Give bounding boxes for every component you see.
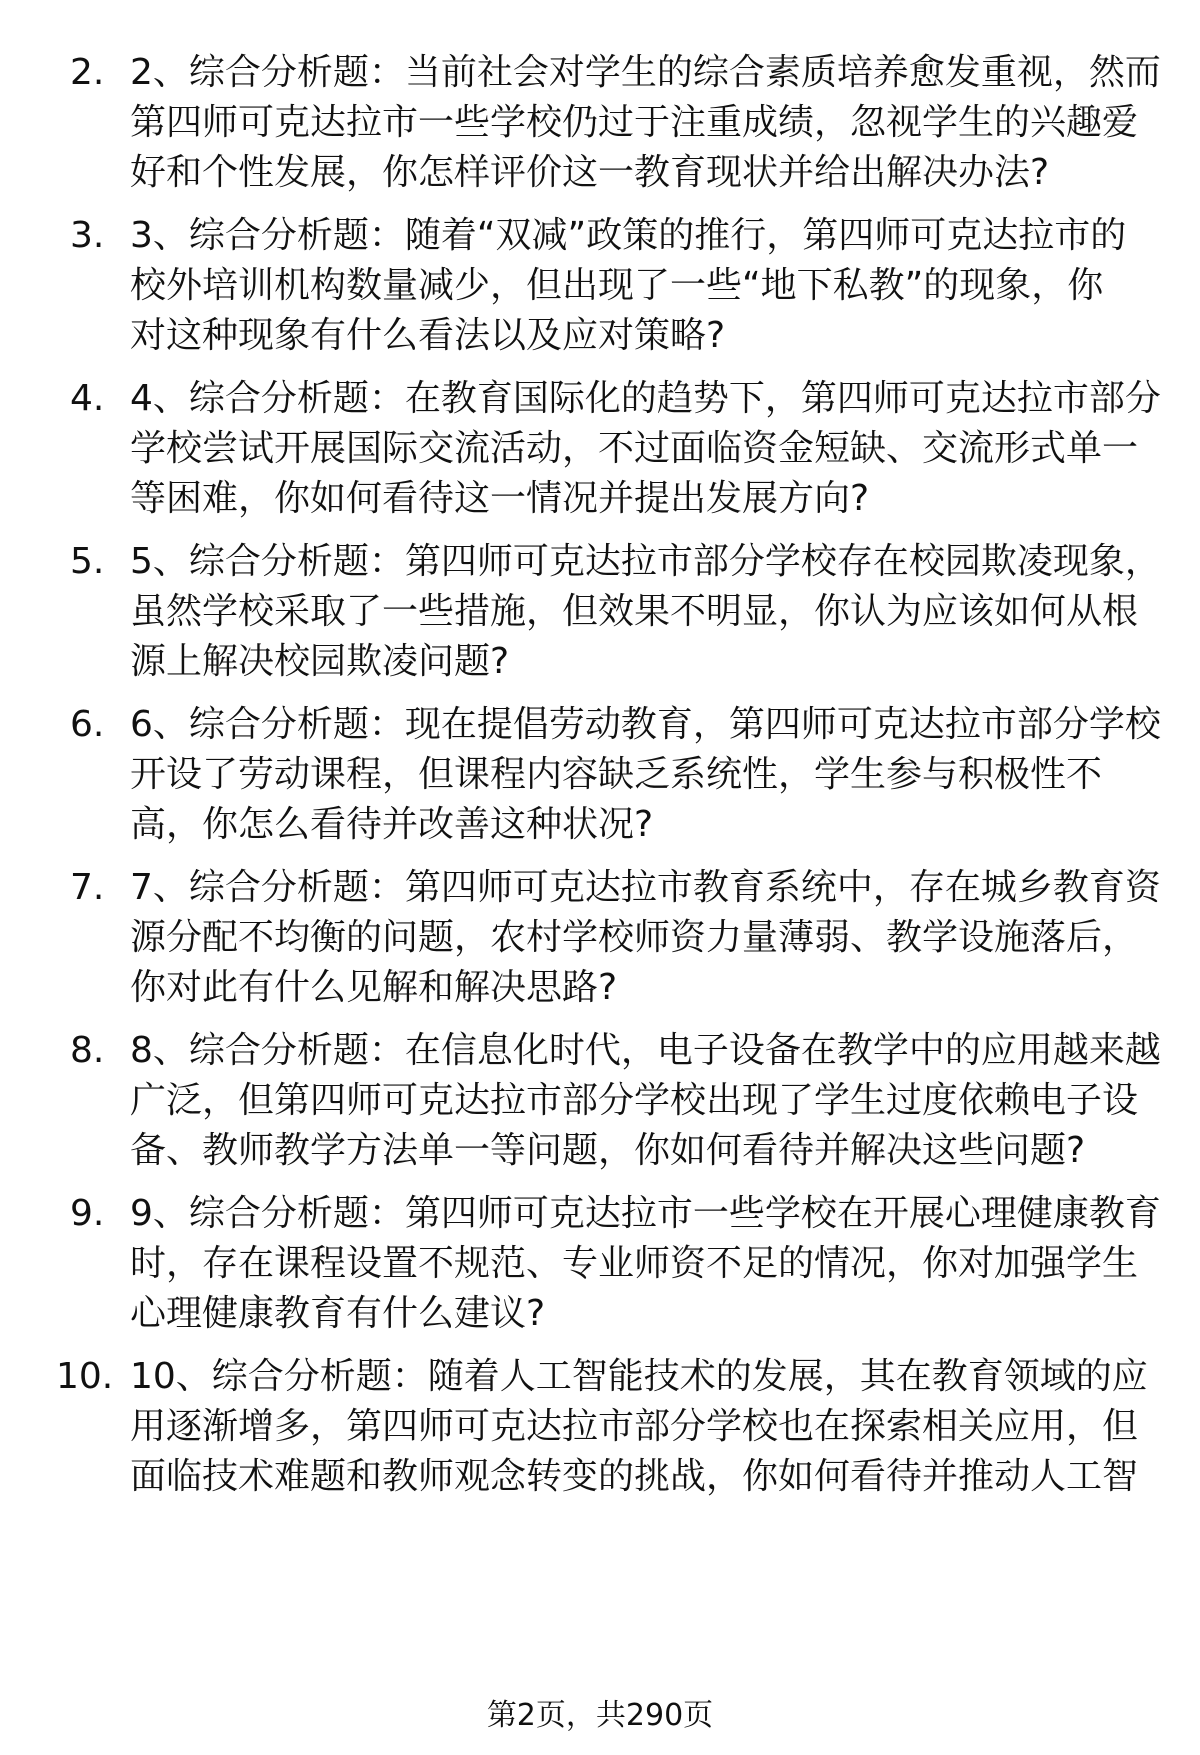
- question-text: [130, 211, 1160, 361]
- question-line: 对这种现象有什么看法以及应对策略?: [130, 315, 726, 356]
- list-item: [0, 1189, 1200, 1352]
- page-indicator: 第2页，共290页: [486, 1698, 714, 1733]
- question-line: 面临技术难题和教师观念转变的挑战，你如何看待并推动人工智: [130, 1456, 1139, 1497]
- question-text: [130, 374, 1160, 524]
- list-item: [0, 374, 1200, 537]
- question-line: 虽然学校采取了一些措施，但效果不明显，你认为应该如何从根: [130, 591, 1139, 632]
- question-line: 你对此有什么见解和解决思路?: [130, 967, 618, 1008]
- question-line: 10、综合分析题：随着人工智能技术的发展，其在教育领域的应: [130, 1356, 1148, 1397]
- question-line: 8、综合分析题：在信息化时代，电子设备在教学中的应用越来越: [130, 1030, 1161, 1071]
- question-line: 开设了劳动课程，但课程内容缺乏系统性，学生参与积极性不: [130, 754, 1103, 795]
- question-line: 心理健康教育有什么建议?: [130, 1293, 546, 1334]
- question-line: 备、教师教学方法单一等问题，你如何看待并解决这些问题?: [130, 1130, 1086, 1171]
- question-number: 3.: [70, 215, 105, 256]
- question-number: 4.: [70, 378, 105, 419]
- question-line: 第四师可克达拉市一些学校仍过于注重成绩，忽视学生的兴趣爱: [130, 102, 1139, 143]
- question-text: [130, 1189, 1160, 1339]
- question-number: 2.: [70, 52, 105, 93]
- question-line: 7、综合分析题：第四师可克达拉市教育系统中，存在城乡教育资: [130, 867, 1161, 908]
- question-line: 高，你怎么看待并改善这种状况?: [130, 804, 654, 845]
- question-line: 2、综合分析题：当前社会对学生的综合素质培养愈发重视，然而: [130, 52, 1161, 93]
- question-line: 5、综合分析题：第四师可克达拉市部分学校存在校园欺凌现象，: [130, 541, 1161, 582]
- question-number: 8.: [70, 1030, 105, 1071]
- question-line: 好和个性发展，你怎样评价这一教育现状并给出解决办法?: [130, 152, 1050, 193]
- question-line: 源分配不均衡的问题，农村学校师资力量薄弱、教学设施落后，: [130, 917, 1139, 958]
- list-item: [0, 48, 1200, 211]
- question-line: 广泛，但第四师可克达拉市部分学校出现了学生过度依赖电子设: [130, 1080, 1139, 1121]
- question-number: 9.: [70, 1193, 105, 1234]
- question-text: [130, 1352, 1160, 1502]
- question-line: 时，存在课程设置不规范、专业师资不足的情况，你对加强学生: [130, 1243, 1139, 1284]
- list-item: [0, 863, 1200, 1026]
- list-item: [0, 537, 1200, 700]
- list-item: [0, 1026, 1200, 1189]
- question-line: 4、综合分析题：在教育国际化的趋势下，第四师可克达拉市部分: [130, 378, 1161, 419]
- question-text: [130, 700, 1160, 850]
- list-item: [0, 1352, 1200, 1515]
- question-line: 用逐渐增多，第四师可克达拉市部分学校也在探索相关应用，但: [130, 1406, 1139, 1447]
- question-line: 等困难，你如何看待这一情况并提出发展方向?: [130, 478, 870, 519]
- question-number: 5.: [70, 541, 105, 582]
- question-number: 6.: [70, 704, 105, 745]
- list-item: [0, 211, 1200, 374]
- question-text: [130, 863, 1160, 1013]
- list-item: [0, 700, 1200, 863]
- question-number: 10.: [56, 1356, 114, 1397]
- question-text: [130, 1026, 1160, 1176]
- question-line: 学校尝试开展国际交流活动，不过面临资金短缺、交流形式单一: [130, 428, 1139, 469]
- question-line: 源上解决校园欺凌问题?: [130, 641, 510, 682]
- question-text: [130, 537, 1160, 687]
- question-text: [130, 48, 1160, 198]
- question-line: 9、综合分析题：第四师可克达拉市一些学校在开展心理健康教育: [130, 1193, 1161, 1234]
- question-line: 3、综合分析题：随着“双减”政策的推行，第四师可克达拉市的: [130, 215, 1127, 256]
- question-number: 7.: [70, 867, 105, 908]
- question-line: 校外培训机构数量减少，但出现了一些“地下私教”的现象，你: [130, 265, 1104, 306]
- question-list: [0, 48, 1200, 1515]
- question-line: 6、综合分析题：现在提倡劳动教育，第四师可克达拉市部分学校: [130, 704, 1161, 745]
